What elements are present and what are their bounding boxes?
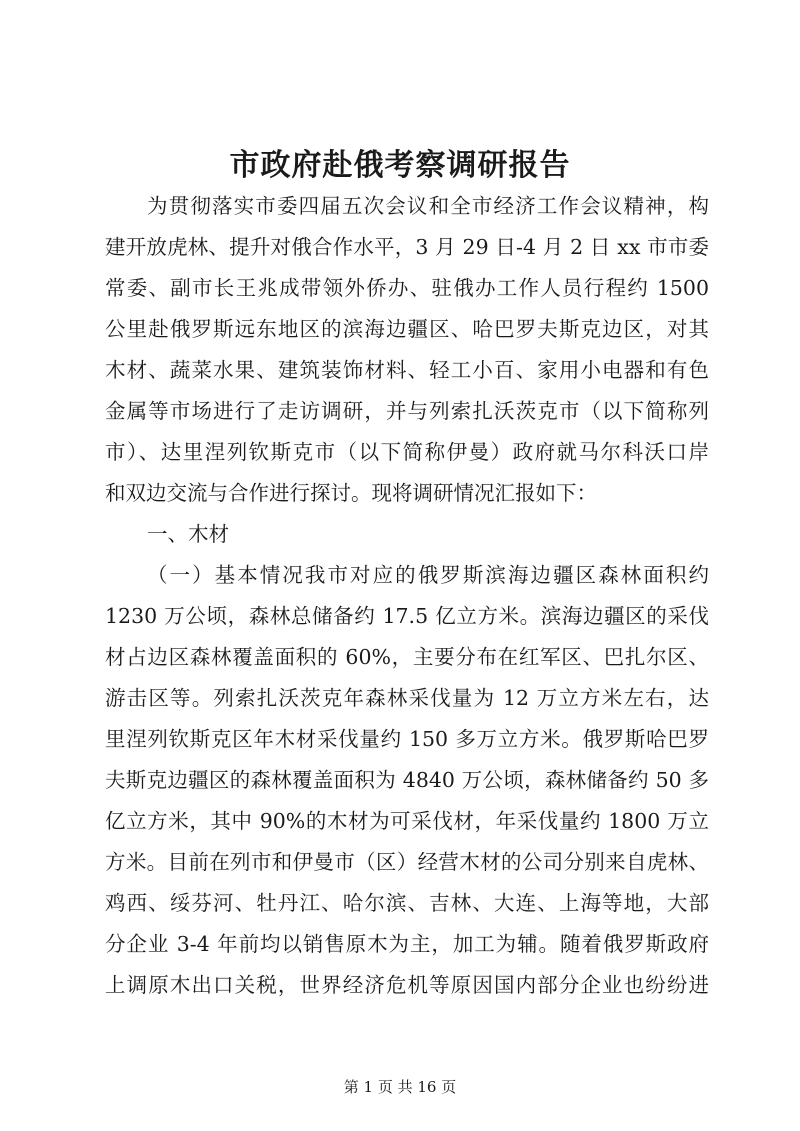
paragraph-line: 建开放虎林、提升对俄合作水平，3 月 29 日-4 月 2 日 xx 市市委 xyxy=(105,235,709,259)
section-heading: 一、木材 xyxy=(147,522,229,546)
document-body xyxy=(105,186,709,1006)
paragraph-line: 市）、达里涅列钦斯克市（以下简称伊曼）政府就马尔科沃口岸 xyxy=(105,440,709,464)
page-footer: 第 1 页 共 16 页 xyxy=(343,1078,457,1096)
paragraph-line: 上调原木出口关税，世界经济危机等原因国内部分企业也纷纷进 xyxy=(105,973,709,997)
paragraph-line: （一）基本情况我市对应的俄罗斯滨海边疆区森林面积约 xyxy=(147,563,709,587)
paragraph-line: 里涅列钦斯克区年木材采伐量约 150 多万立方米。俄罗斯哈巴罗 xyxy=(105,727,709,751)
paragraph-line: 游击区等。列索扎沃茨克年森林采伐量为 12 万立方米左右，达 xyxy=(105,686,709,710)
paragraph-line: 和双边交流与合作进行探讨。现将调研情况汇报如下： xyxy=(105,481,597,505)
paragraph-line: 夫斯克边疆区的森林覆盖面积为 4840 万公顷，森林储备约 50 多 xyxy=(105,768,709,792)
paragraph-line: 亿立方米，其中 90%的木材为可采伐材，年采伐量约 1800 万立 xyxy=(105,809,709,833)
paragraph-line: 1230 万公顷，森林总储备约 17.5 亿立方米。滨海边疆区的采伐 xyxy=(105,604,709,628)
paragraph-line: 常委、副市长王兆成带领外侨办、驻俄办工作人员行程约 1500 xyxy=(105,276,709,300)
paragraph-line: 公里赴俄罗斯远东地区的滨海边疆区、哈巴罗夫斯克边区，对其 xyxy=(105,317,709,341)
paragraph-line: 方米。目前在列市和伊曼市（区）经营木材的公司分别来自虎林、 xyxy=(105,850,709,874)
paragraph-line: 金属等市场进行了走访调研，并与列索扎沃茨克市（以下简称列 xyxy=(105,399,709,423)
document-title: 市政府赴俄考察调研报告 xyxy=(229,148,571,183)
paragraph-line: 分企业 3-4 年前均以销售原木为主，加工为辅。随着俄罗斯政府 xyxy=(105,932,709,956)
paragraph-line: 木材、蔬菜水果、建筑装饰材料、轻工小百、家用小电器和有色 xyxy=(105,358,709,382)
paragraph-line: 材占边区森林覆盖面积的 60%，主要分布在红军区、巴扎尔区、 xyxy=(105,645,709,669)
paragraph-line: 鸡西、绥芬河、牡丹江、哈尔滨、吉林、大连、上海等地，大部 xyxy=(105,891,709,915)
paragraph-line: 为贯彻落实市委四届五次会议和全市经济工作会议精神，构 xyxy=(147,194,709,218)
